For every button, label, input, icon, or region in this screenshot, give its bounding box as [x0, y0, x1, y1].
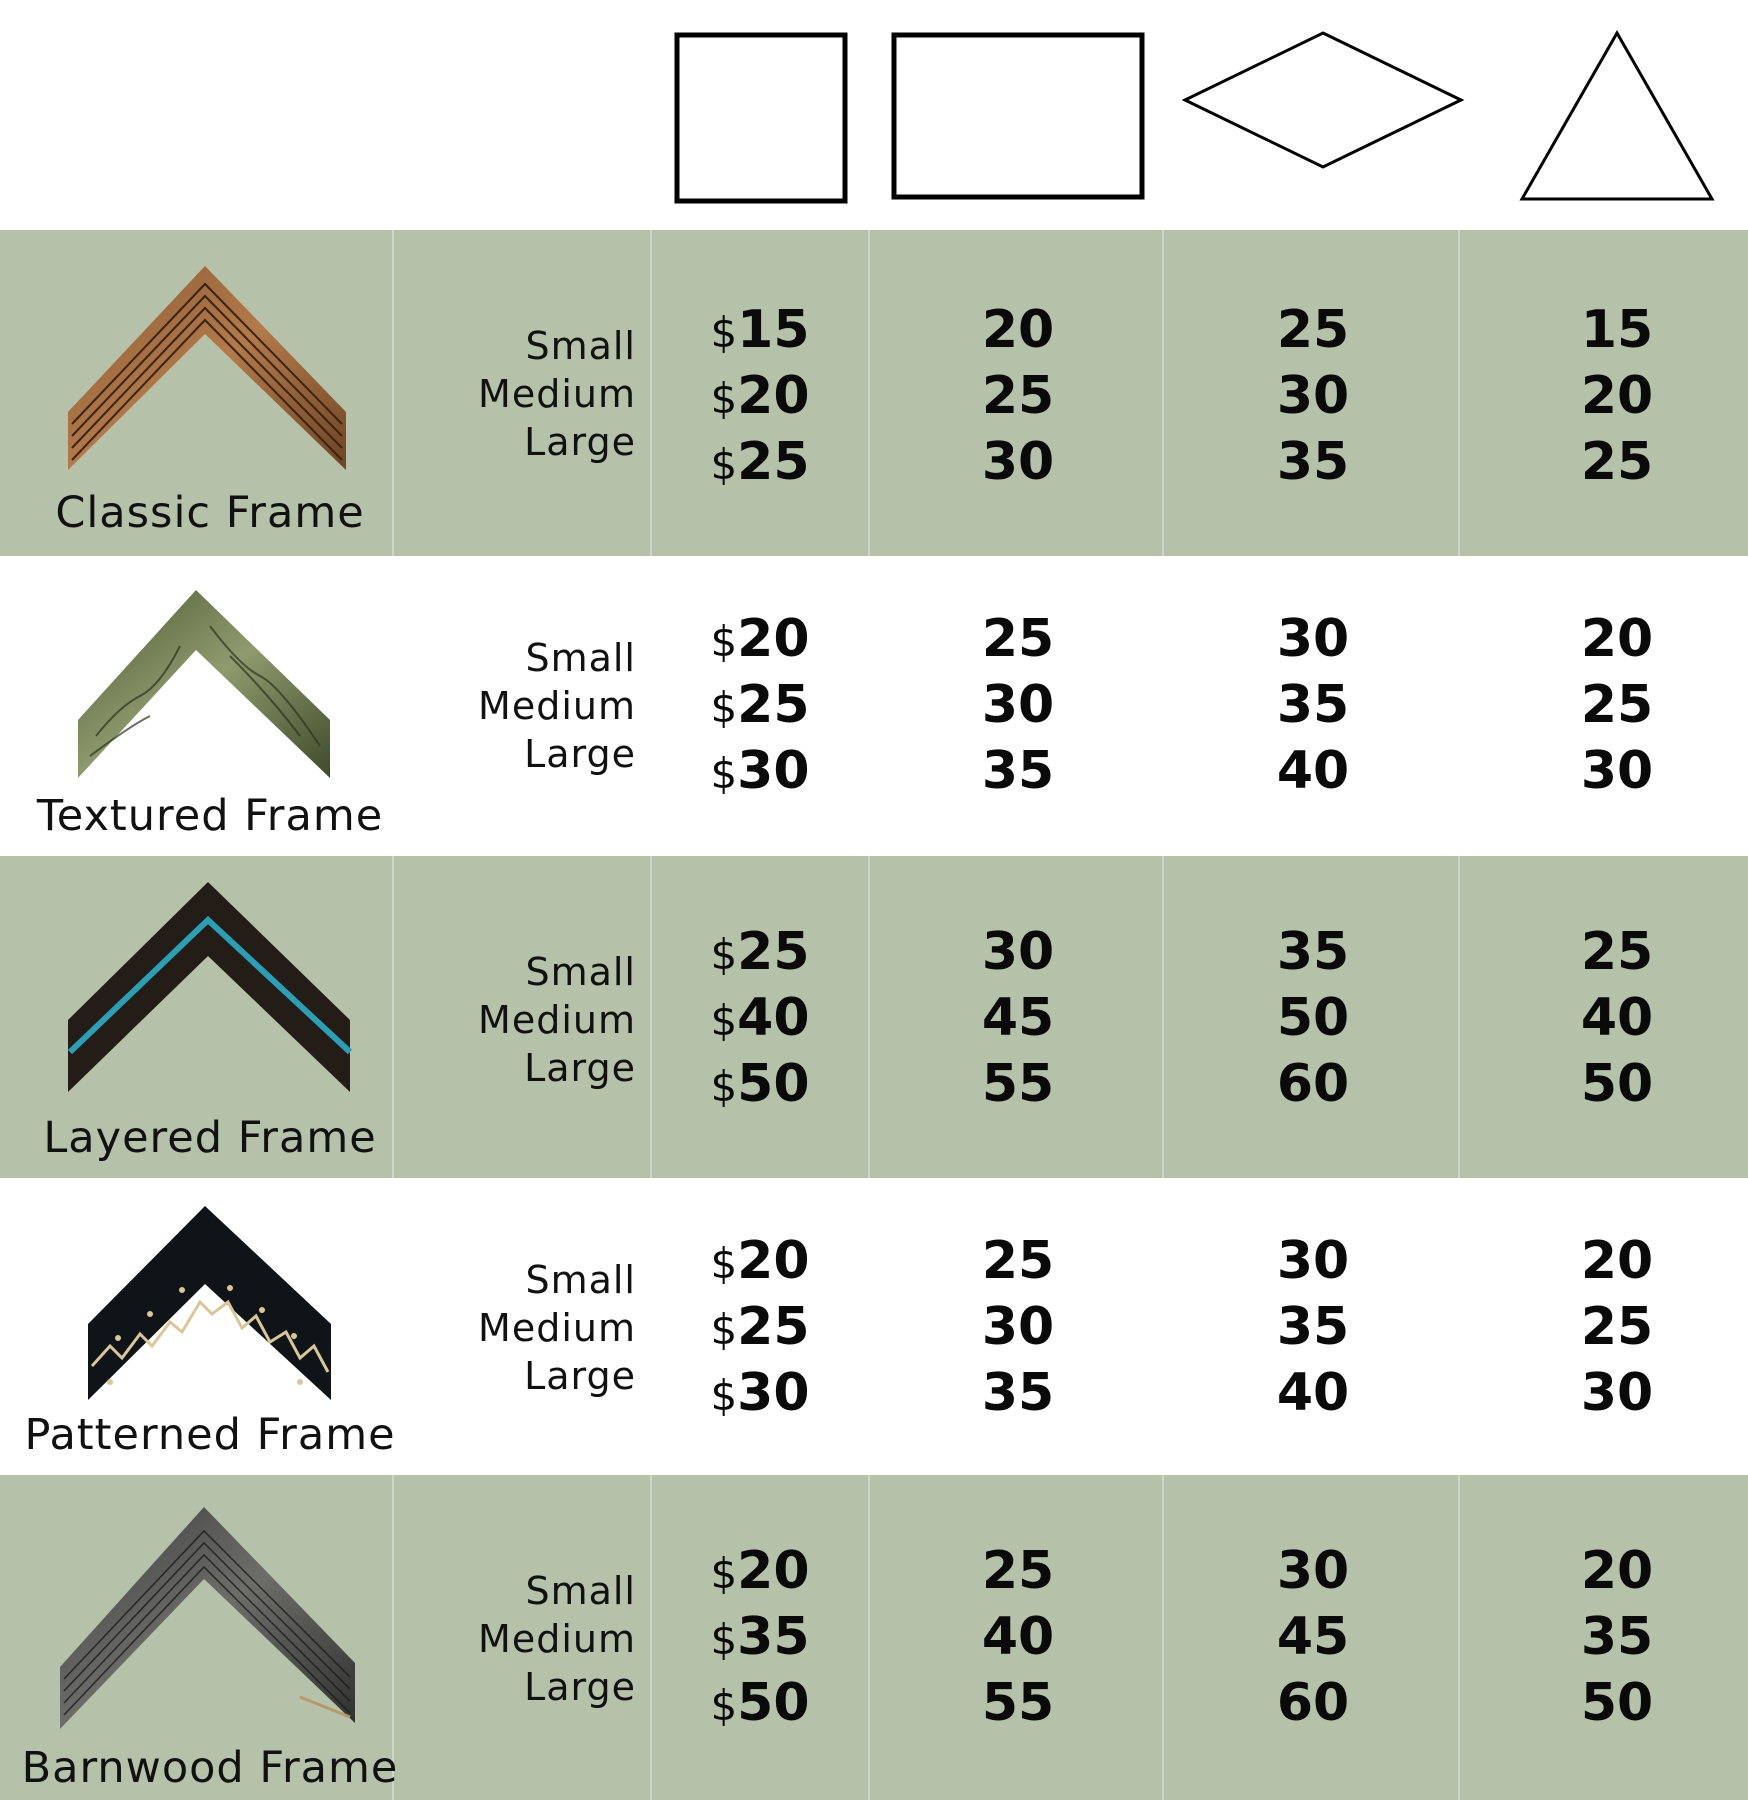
size-labels: Small Medium Large — [478, 950, 636, 1090]
frame-name: Textured Frame — [36, 791, 384, 841]
frame-row-layered — [0, 856, 1748, 1178]
frame-row-textured — [0, 556, 1748, 856]
price-rectangle: 25 40 55 — [981, 1541, 1055, 1733]
price-square: $15 $20 $25 — [710, 300, 810, 492]
price-triangle: 25 40 50 — [1580, 922, 1654, 1114]
price-square: $25 $40 $50 — [710, 922, 810, 1114]
shape-header — [0, 0, 1748, 230]
classic-frame-image — [0, 260, 420, 480]
rectangle-icon — [891, 32, 1145, 200]
frame-name: Barnwood Frame — [21, 1743, 399, 1793]
frame-name: Patterned Frame — [24, 1410, 396, 1460]
barnwood-frame-image — [0, 1507, 420, 1737]
size-labels: Small Medium Large — [478, 636, 636, 776]
frame-row-classic — [0, 230, 1748, 556]
frame-row-patterned — [0, 1178, 1748, 1475]
price-triangle: 15 20 25 — [1580, 300, 1654, 492]
frame-row-barnwood — [0, 1475, 1748, 1800]
price-triangle: 20 35 50 — [1580, 1541, 1654, 1733]
price-rectangle: 20 25 30 — [981, 300, 1055, 492]
size-labels: Small Medium Large — [478, 324, 636, 464]
triangle-icon — [1520, 31, 1714, 201]
size-labels: Small Medium Large — [478, 1258, 636, 1398]
frame-name: Classic Frame — [55, 488, 365, 538]
price-diamond: 30 35 40 — [1276, 609, 1350, 801]
textured-frame-image — [0, 586, 420, 786]
price-diamond: 35 50 60 — [1276, 922, 1350, 1114]
price-rectangle: 25 30 35 — [981, 609, 1055, 801]
size-labels: Small Medium Large — [478, 1569, 636, 1709]
square-icon — [674, 32, 848, 204]
price-triangle: 20 25 30 — [1580, 1231, 1654, 1423]
price-square: $20 $35 $50 — [710, 1541, 810, 1733]
patterned-frame-image — [0, 1206, 420, 1406]
price-square: $20 $25 $30 — [710, 1231, 810, 1423]
price-diamond: 25 30 35 — [1276, 300, 1350, 492]
price-rectangle: 25 30 35 — [981, 1231, 1055, 1423]
price-square: $20 $25 $30 — [710, 609, 810, 801]
price-rectangle: 30 45 55 — [981, 922, 1055, 1114]
frame-name: Layered Frame — [43, 1113, 377, 1163]
layered-frame-image — [0, 880, 420, 1100]
price-triangle: 20 25 30 — [1580, 609, 1654, 801]
price-diamond: 30 35 40 — [1276, 1231, 1350, 1423]
diamond-icon — [1183, 31, 1463, 169]
price-diamond: 30 45 60 — [1276, 1541, 1350, 1733]
